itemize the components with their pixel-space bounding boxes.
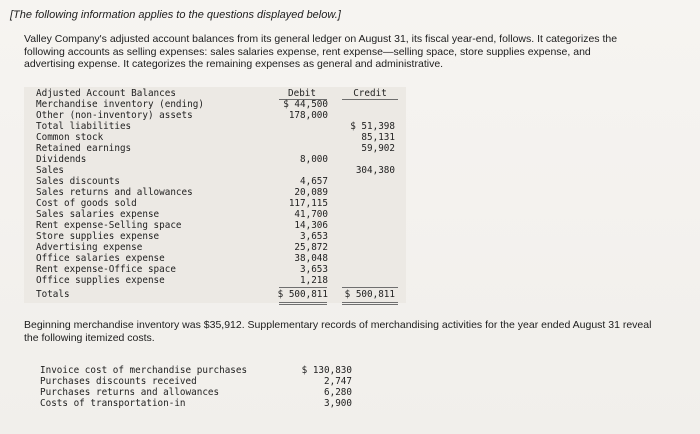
- credit-total-rule: [342, 287, 398, 288]
- ledger-row-debit: 20,089: [294, 187, 328, 198]
- ledger-row-account: Common stock: [36, 132, 104, 143]
- ledger-total-debit: $ 500,811: [277, 289, 328, 300]
- ledger-row-debit: 3,653: [300, 264, 328, 275]
- ledger-row-debit: 41,700: [294, 209, 328, 220]
- ledger-row-debit: 8,000: [300, 154, 328, 165]
- debit-total-double-rule-top: [279, 302, 327, 303]
- supplementary-row-value: 2,747: [324, 376, 352, 387]
- ledger-row-debit: 38,048: [294, 253, 328, 264]
- ledger-row-account: Cost of goods sold: [36, 198, 137, 209]
- ledger-row-debit: 178,000: [288, 110, 328, 121]
- supplementary-row-label: Costs of transportation-in: [40, 398, 186, 409]
- ledger-row-account: Dividends: [36, 154, 87, 165]
- debit-total-double-rule-bottom: [279, 304, 327, 305]
- ledger-header-account: Adjusted Account Balances: [36, 88, 176, 99]
- ledger-row-account: Advertising expense: [36, 242, 143, 253]
- intro-paragraph: Valley Company's adjusted account balances from its general ledger on August 31, its fiscal year-end, follows. It categorizes the following accounts as selling expenses: sales salaries expense, rent expense—selling space, store supplies expense, and advertising expense. It categorizes the remaining expenses as general and administrative.: [24, 33, 618, 71]
- ledger-row-debit: 14,306: [294, 220, 328, 231]
- ledger-row-account: Office salaries expense: [36, 253, 165, 264]
- ledger-total-credit: $ 500,811: [344, 289, 395, 300]
- ledger-row-credit: 59,902: [361, 143, 395, 154]
- ledger-row-credit: 85,131: [361, 132, 395, 143]
- ledger-row-account: Sales: [36, 165, 64, 176]
- supplementary-row-value: $ 130,830: [301, 365, 352, 376]
- ledger-row-credit: $ 51,398: [350, 121, 395, 132]
- ledger-row-debit: 117,115: [288, 198, 328, 209]
- debit-total-rule: [279, 287, 327, 288]
- ledger-row-account: Merchandise inventory (ending): [36, 99, 204, 110]
- ledger-row-account: Rent expense-Office space: [36, 264, 176, 275]
- ledger-row-debit: 3,653: [300, 231, 328, 242]
- credit-total-double-rule-bottom: [342, 304, 398, 305]
- supplementary-row-value: 3,900: [324, 398, 352, 409]
- ledger-row-credit: 304,380: [355, 165, 395, 176]
- ledger-row-debit: 25,872: [294, 242, 328, 253]
- ledger-row-debit: 1,218: [300, 275, 328, 286]
- header-note: [The following information applies to the questions displayed below.]: [10, 9, 341, 21]
- ledger-row-account: Sales discounts: [36, 176, 120, 187]
- supplementary-row-label: Purchases discounts received: [40, 376, 197, 387]
- ledger-row-account: Office supplies expense: [36, 275, 165, 286]
- credit-total-double-rule-top: [342, 302, 398, 303]
- ledger-row-account: Retained earnings: [36, 143, 132, 154]
- supplementary-row-value: 6,280: [324, 387, 352, 398]
- ledger-header-debit: Debit: [288, 88, 316, 99]
- ledger-row-debit: $ 44,500: [283, 99, 328, 110]
- ledger-row-account: Rent expense-Selling space: [36, 220, 182, 231]
- supplementary-row-label: Invoice cost of merchandise purchases: [40, 365, 248, 376]
- ledger-row-debit: 4,657: [300, 176, 328, 187]
- beginning-inventory-note: Beginning merchandise inventory was $35,912. Supplementary records of merchandising activities for the year ended August 31 reveal the following itemized costs.: [24, 319, 652, 344]
- supplementary-row-label: Purchases returns and allowances: [40, 387, 220, 398]
- ledger-row-account: Store supplies expense: [36, 231, 160, 242]
- ledger-header-credit: Credit: [353, 88, 387, 99]
- credit-header-rule: [342, 99, 398, 100]
- ledger-row-account: Sales salaries expense: [36, 209, 160, 220]
- ledger-row-account: Sales returns and allowances: [36, 187, 193, 198]
- ledger-total-label: Totals: [36, 289, 70, 300]
- ledger-row-account: Total liabilities: [36, 121, 132, 132]
- ledger-row-account: Other (non-inventory) assets: [36, 110, 193, 121]
